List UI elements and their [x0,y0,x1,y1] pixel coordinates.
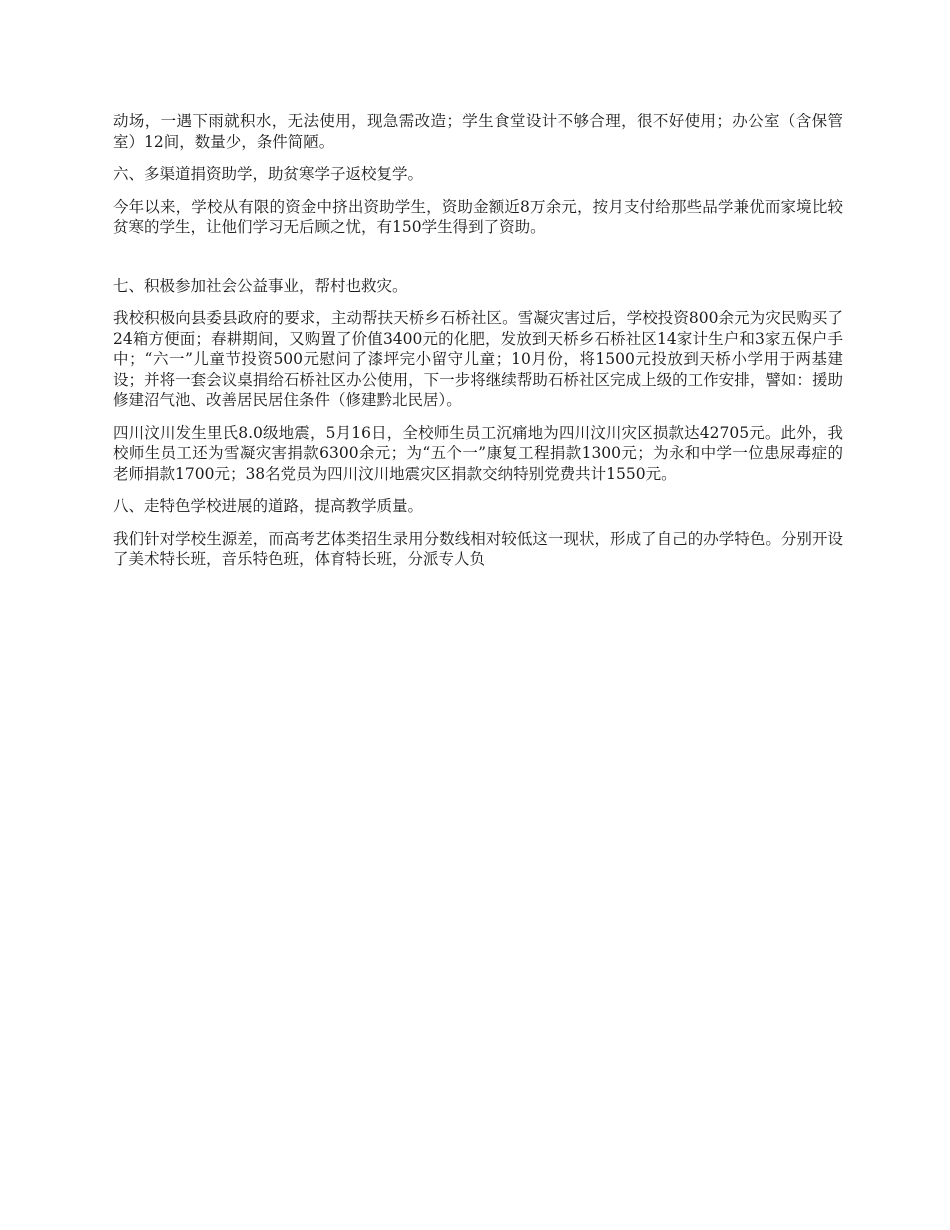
paragraph-earthquake-donation: 四川汶川发生里氏8.0级地震，5月16日，全校师生员工沉痛地为四川汶川灾区损款达42705元。此外，我校师生员工还为雪凝灾害捐款6300余元；为“五个一”康复工程捐款1300元；为永和中学一位患尿毒症的老师捐款1700元；38名党员为四川汶川地震灾区捐款交纳特别党费共计1550元。 [113,423,843,483]
paragraph-continuation: 动场，一遇下雨就积水，无法使用，现急需改造；学生食堂设计不够合理，很不好使用；办公室（含保管室）12间，数量少，条件简陋。 [113,112,843,151]
paragraph-community-aid: 我校积极向县委县政府的要求，主动帮扶天桥乡石桥社区。雪凝灾害过后，学校投资800余元为灾民购买了24箱方便面；春耕期间，又购置了价值3400元的化肥，发放到天桥乡石桥社区14家计生户和3家五保户手中；“六一”儿童节投资500元慰问了漆坪完小留守儿童；10月份，将1500元投放到天桥小学用于两基建设；并将一套会议桌捐给石桥社区办公使用，下一步将继续帮助石桥社区完成上级的工作安排，譬如：援助修建沼气池、改善居民居住条件（修建黔北民居）。 [113,309,843,409]
paragraph-student-aid: 今年以来，学校从有限的资金中挤出资助学生，资助金额近8万余元，按月支付给那些品学兼优而家境比较贫寒的学生，让他们学习无后顾之忧，有150学生得到了资助。 [113,197,843,236]
section-heading-six: 六、多渠道捐资助学，助贫寒学子返校复学。 [113,165,424,183]
section-heading-seven: 七、积极参加社会公益事业，帮村也救灾。 [113,276,408,295]
paragraph-school-specialty: 我们针对学校生源差，而高考艺体类招生录用分数线相对较低这一现状，形成了自己的办学特色。分别开设了美术特长班，音乐特色班，体育特长班，分派专人负 [113,529,843,568]
document-body [113,111,843,582]
section-heading-eight: 八、走特色学校进展的道路，提高教学质量。 [113,497,424,515]
